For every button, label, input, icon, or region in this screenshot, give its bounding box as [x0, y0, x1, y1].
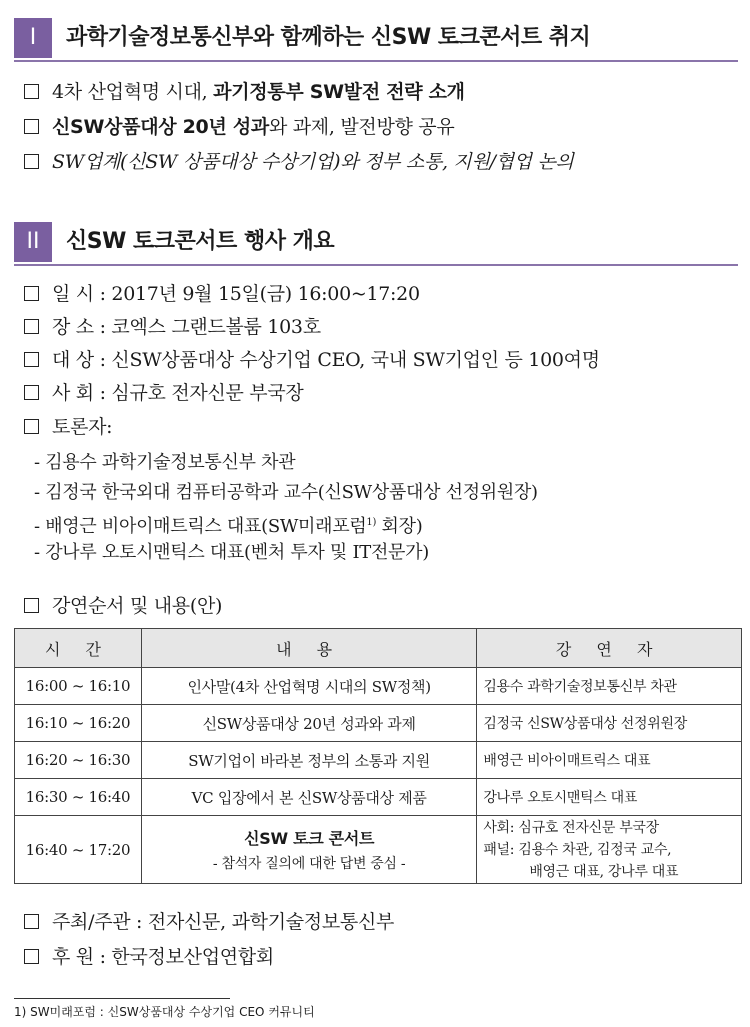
- program-table: [14, 628, 742, 884]
- footnote-divider: [14, 998, 230, 999]
- section-number: I: [14, 18, 52, 58]
- panel-label: 토론자:: [24, 413, 112, 441]
- content-cell: VC 입장에서 본 신SW상품대상 제품: [141, 779, 476, 816]
- section-number: II: [14, 222, 52, 262]
- checkbox-icon: [24, 119, 39, 134]
- panelist: - 김용수 과학기술정보통신부 차관: [34, 452, 296, 473]
- checkbox-icon: [24, 154, 39, 169]
- checkbox-icon: [24, 598, 39, 613]
- panelist: - 강나루 오토시맨틱스 대표(벤처 투자 및 IT전문가): [34, 542, 429, 563]
- checkbox-icon: [24, 914, 39, 929]
- column-header: 강 연 자: [477, 629, 742, 668]
- table-header-row: [15, 629, 742, 668]
- time-cell: 16:10 ~ 16:20: [15, 705, 142, 742]
- table-row: [15, 742, 742, 779]
- time-cell: 16:30 ~ 16:40: [15, 779, 142, 816]
- content-cell: SW기업이 바라본 정부의 소통과 지원: [141, 742, 476, 779]
- table-row: [15, 668, 742, 705]
- divider: [14, 60, 738, 62]
- speaker-cell: 김용수 과학기술정보통신부 차관: [477, 668, 742, 705]
- purpose-item-2: 신SW상품대상 20년 성과와 과제, 발전방향 공유: [24, 113, 454, 141]
- checkbox-icon: [24, 84, 39, 99]
- checkbox-icon: [24, 385, 39, 400]
- program-label: 강연순서 및 내용(안): [24, 592, 222, 620]
- footnote: 1) SW미래포럼 : 신SW상품대상 수상기업 CEO 커뮤니티: [14, 1005, 315, 1019]
- talk-concert-subtitle: - 참석자 질의에 대한 답변 중심 -: [212, 856, 406, 872]
- section-2-header: [14, 222, 738, 262]
- event-target: 대 상 : 신SW상품대상 수상기업 CEO, 국내 SW기업인 등 100여명: [24, 346, 600, 374]
- column-header: 내 용: [141, 629, 476, 668]
- time-cell: 16:00 ~ 16:10: [15, 668, 142, 705]
- sponsor: 후 원 : 한국정보산업연합회: [24, 943, 274, 971]
- speaker-cell: 사회: 심규호 전자신문 부국장 패널: 김용수 차관, 김정국 교수, 배영근 대표, 강나루 대표: [477, 816, 742, 884]
- section-title: 신SW 토크콘서트 행사 개요: [66, 229, 335, 254]
- event-date: 일 시 : 2017년 9월 15일(금) 16:00~17:20: [24, 280, 420, 308]
- content-cell: 신SW상품대상 20년 성과와 과제: [141, 705, 476, 742]
- checkbox-icon: [24, 319, 39, 334]
- speaker-cell: 김정국 신SW상품대상 선정위원장: [477, 705, 742, 742]
- checkbox-icon: [24, 419, 39, 434]
- panelist: - 김정국 한국외대 컴퓨터공학과 교수(신SW상품대상 선정위원장): [34, 482, 538, 503]
- time-cell: 16:20 ~ 16:30: [15, 742, 142, 779]
- checkbox-icon: [24, 286, 39, 301]
- content-cell: 인사말(4차 산업혁명 시대의 SW정책): [141, 668, 476, 705]
- event-host: 사 회 : 심규호 전자신문 부국장: [24, 379, 303, 407]
- panelist: - 배영근 비아이매트릭스 대표(SW미래포럼$^{1)}$ 회장): [34, 516, 423, 537]
- time-cell: 16:40 ~ 17:20: [15, 816, 142, 884]
- speaker-cell: 강나루 오토시맨틱스 대표: [477, 779, 742, 816]
- content-cell: [141, 816, 476, 884]
- table-row: [15, 816, 742, 884]
- speaker-cell: 배영근 비아이매트릭스 대표: [477, 742, 742, 779]
- purpose-item-3: SW업계(신SW 상품대상 수상기업)와 정부 소통, 지원/협업 논의: [24, 148, 574, 176]
- section-title: 과학기술정보통신부와 함께하는 신SW 토크콘서트 취지: [66, 25, 591, 50]
- checkbox-icon: [24, 949, 39, 964]
- table-row: [15, 705, 742, 742]
- footnote-ref: 1): [366, 517, 377, 528]
- section-1-header: [14, 18, 738, 58]
- divider: [14, 264, 738, 266]
- column-header: 시 간: [15, 629, 142, 668]
- organizer: 주최/주관 : 전자신문, 과학기술정보통신부: [24, 908, 394, 936]
- table-row: [15, 779, 742, 816]
- talk-concert-title: 신SW 토크 콘서트: [244, 829, 375, 848]
- event-place: 장 소 : 코엑스 그랜드볼룸 103호: [24, 313, 321, 341]
- purpose-item-1: 4차 산업혁명 시대, 과기정통부 SW발전 전략 소개: [24, 78, 465, 106]
- checkbox-icon: [24, 352, 39, 367]
